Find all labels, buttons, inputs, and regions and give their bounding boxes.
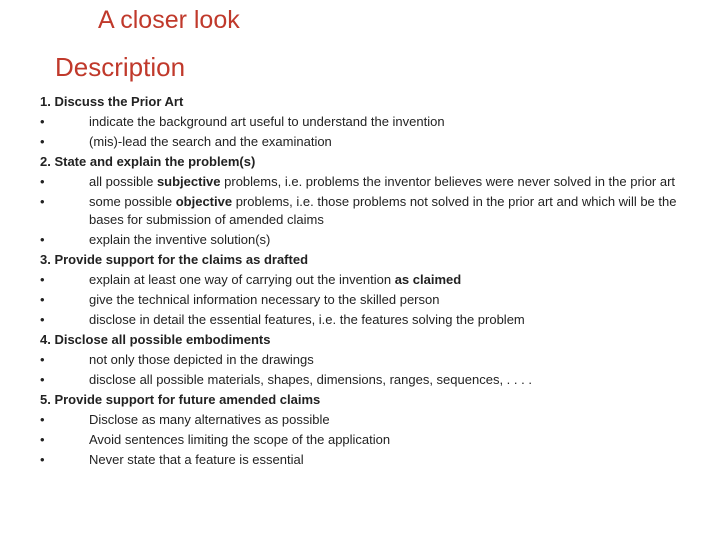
bullet-item	[40, 350, 680, 370]
bullet-text	[89, 450, 680, 470]
bullet-text	[89, 370, 680, 390]
bullet-text	[89, 290, 680, 310]
text-run: all possible	[89, 174, 157, 189]
bullet-text	[89, 230, 680, 250]
section-heading: 2. State and explain the problem(s)	[40, 154, 256, 169]
bullet-item	[40, 430, 680, 450]
bullet-item	[40, 310, 680, 330]
bullet-icon: •	[40, 194, 45, 209]
emphasis-text: subjective	[156, 174, 221, 189]
bullet-icon: •	[40, 431, 45, 447]
bullet-item	[40, 410, 680, 430]
text-run: give the technical information necessary to the skilled person	[89, 291, 440, 307]
description-list	[40, 92, 680, 470]
bullet-text	[89, 430, 680, 450]
text-run: problems, i.e. those problems not solved in the prior art and which will be the bases for submission of amended claims	[89, 194, 677, 227]
text-run: Avoid sentences limiting the scope of the application	[89, 431, 391, 447]
bullet-item	[40, 230, 680, 250]
bullet-item	[40, 450, 680, 470]
text-run: not only those depicted in the drawings	[89, 351, 314, 367]
bullet-icon: •	[40, 311, 45, 327]
bullet-item	[40, 370, 680, 390]
emphasis-text: objective	[175, 194, 233, 209]
section-heading: 3. Provide support for the claims as drafted	[40, 251, 309, 267]
bullet-item	[40, 270, 680, 290]
text-run: problems, i.e. problems the inventor believes were never solved in the prior art	[220, 174, 676, 189]
bullet-item	[40, 172, 680, 192]
section-title: Description	[55, 52, 186, 82]
emphasis-text: as claimed	[394, 271, 462, 287]
page-title: A closer look	[98, 6, 240, 34]
text-run: disclose in detail the essential features, i.e. the features solving the problem	[89, 311, 525, 327]
text-run: explain at least one way of carrying out the invention	[89, 271, 395, 287]
bullet-icon: •	[40, 371, 45, 387]
bullet-item	[40, 132, 680, 152]
text-run: some possible	[89, 194, 176, 209]
bullet-text	[89, 310, 680, 330]
bullet-item	[40, 112, 680, 132]
text-run: (mis)-lead the search and the examination	[89, 134, 332, 149]
bullet-icon: •	[40, 411, 45, 427]
text-run: disclose all possible materials, shapes, dimensions, ranges, sequences, . . . .	[89, 371, 532, 387]
bullet-text	[89, 270, 680, 290]
section-heading: 1. Discuss the Prior Art	[40, 94, 184, 109]
bullet-text	[89, 410, 680, 430]
bullet-icon: •	[40, 351, 45, 367]
bullet-text	[89, 132, 680, 152]
section-heading: 5. Provide support for future amended claims	[40, 391, 321, 407]
bullet-icon: •	[40, 451, 45, 467]
text-run: Disclose as many alternatives as possible	[89, 411, 330, 427]
text-run: indicate the background art useful to understand the invention	[89, 114, 445, 129]
bullet-icon: •	[40, 114, 45, 129]
bullet-item	[40, 290, 680, 310]
text-run: explain the inventive solution(s)	[89, 231, 271, 247]
bullet-icon: •	[40, 231, 45, 247]
bullet-text	[89, 112, 680, 132]
bullet-text	[89, 172, 680, 192]
bullet-icon: •	[40, 291, 45, 307]
section-heading: 4. Disclose all possible embodiments	[40, 331, 271, 347]
bullet-icon: •	[40, 174, 45, 189]
bullet-text	[89, 192, 680, 230]
bullet-text	[89, 350, 680, 370]
bullet-icon: •	[40, 271, 45, 287]
text-run: Never state that a feature is essential	[89, 451, 304, 467]
bullet-icon: •	[40, 134, 45, 149]
bullet-item	[40, 192, 680, 230]
